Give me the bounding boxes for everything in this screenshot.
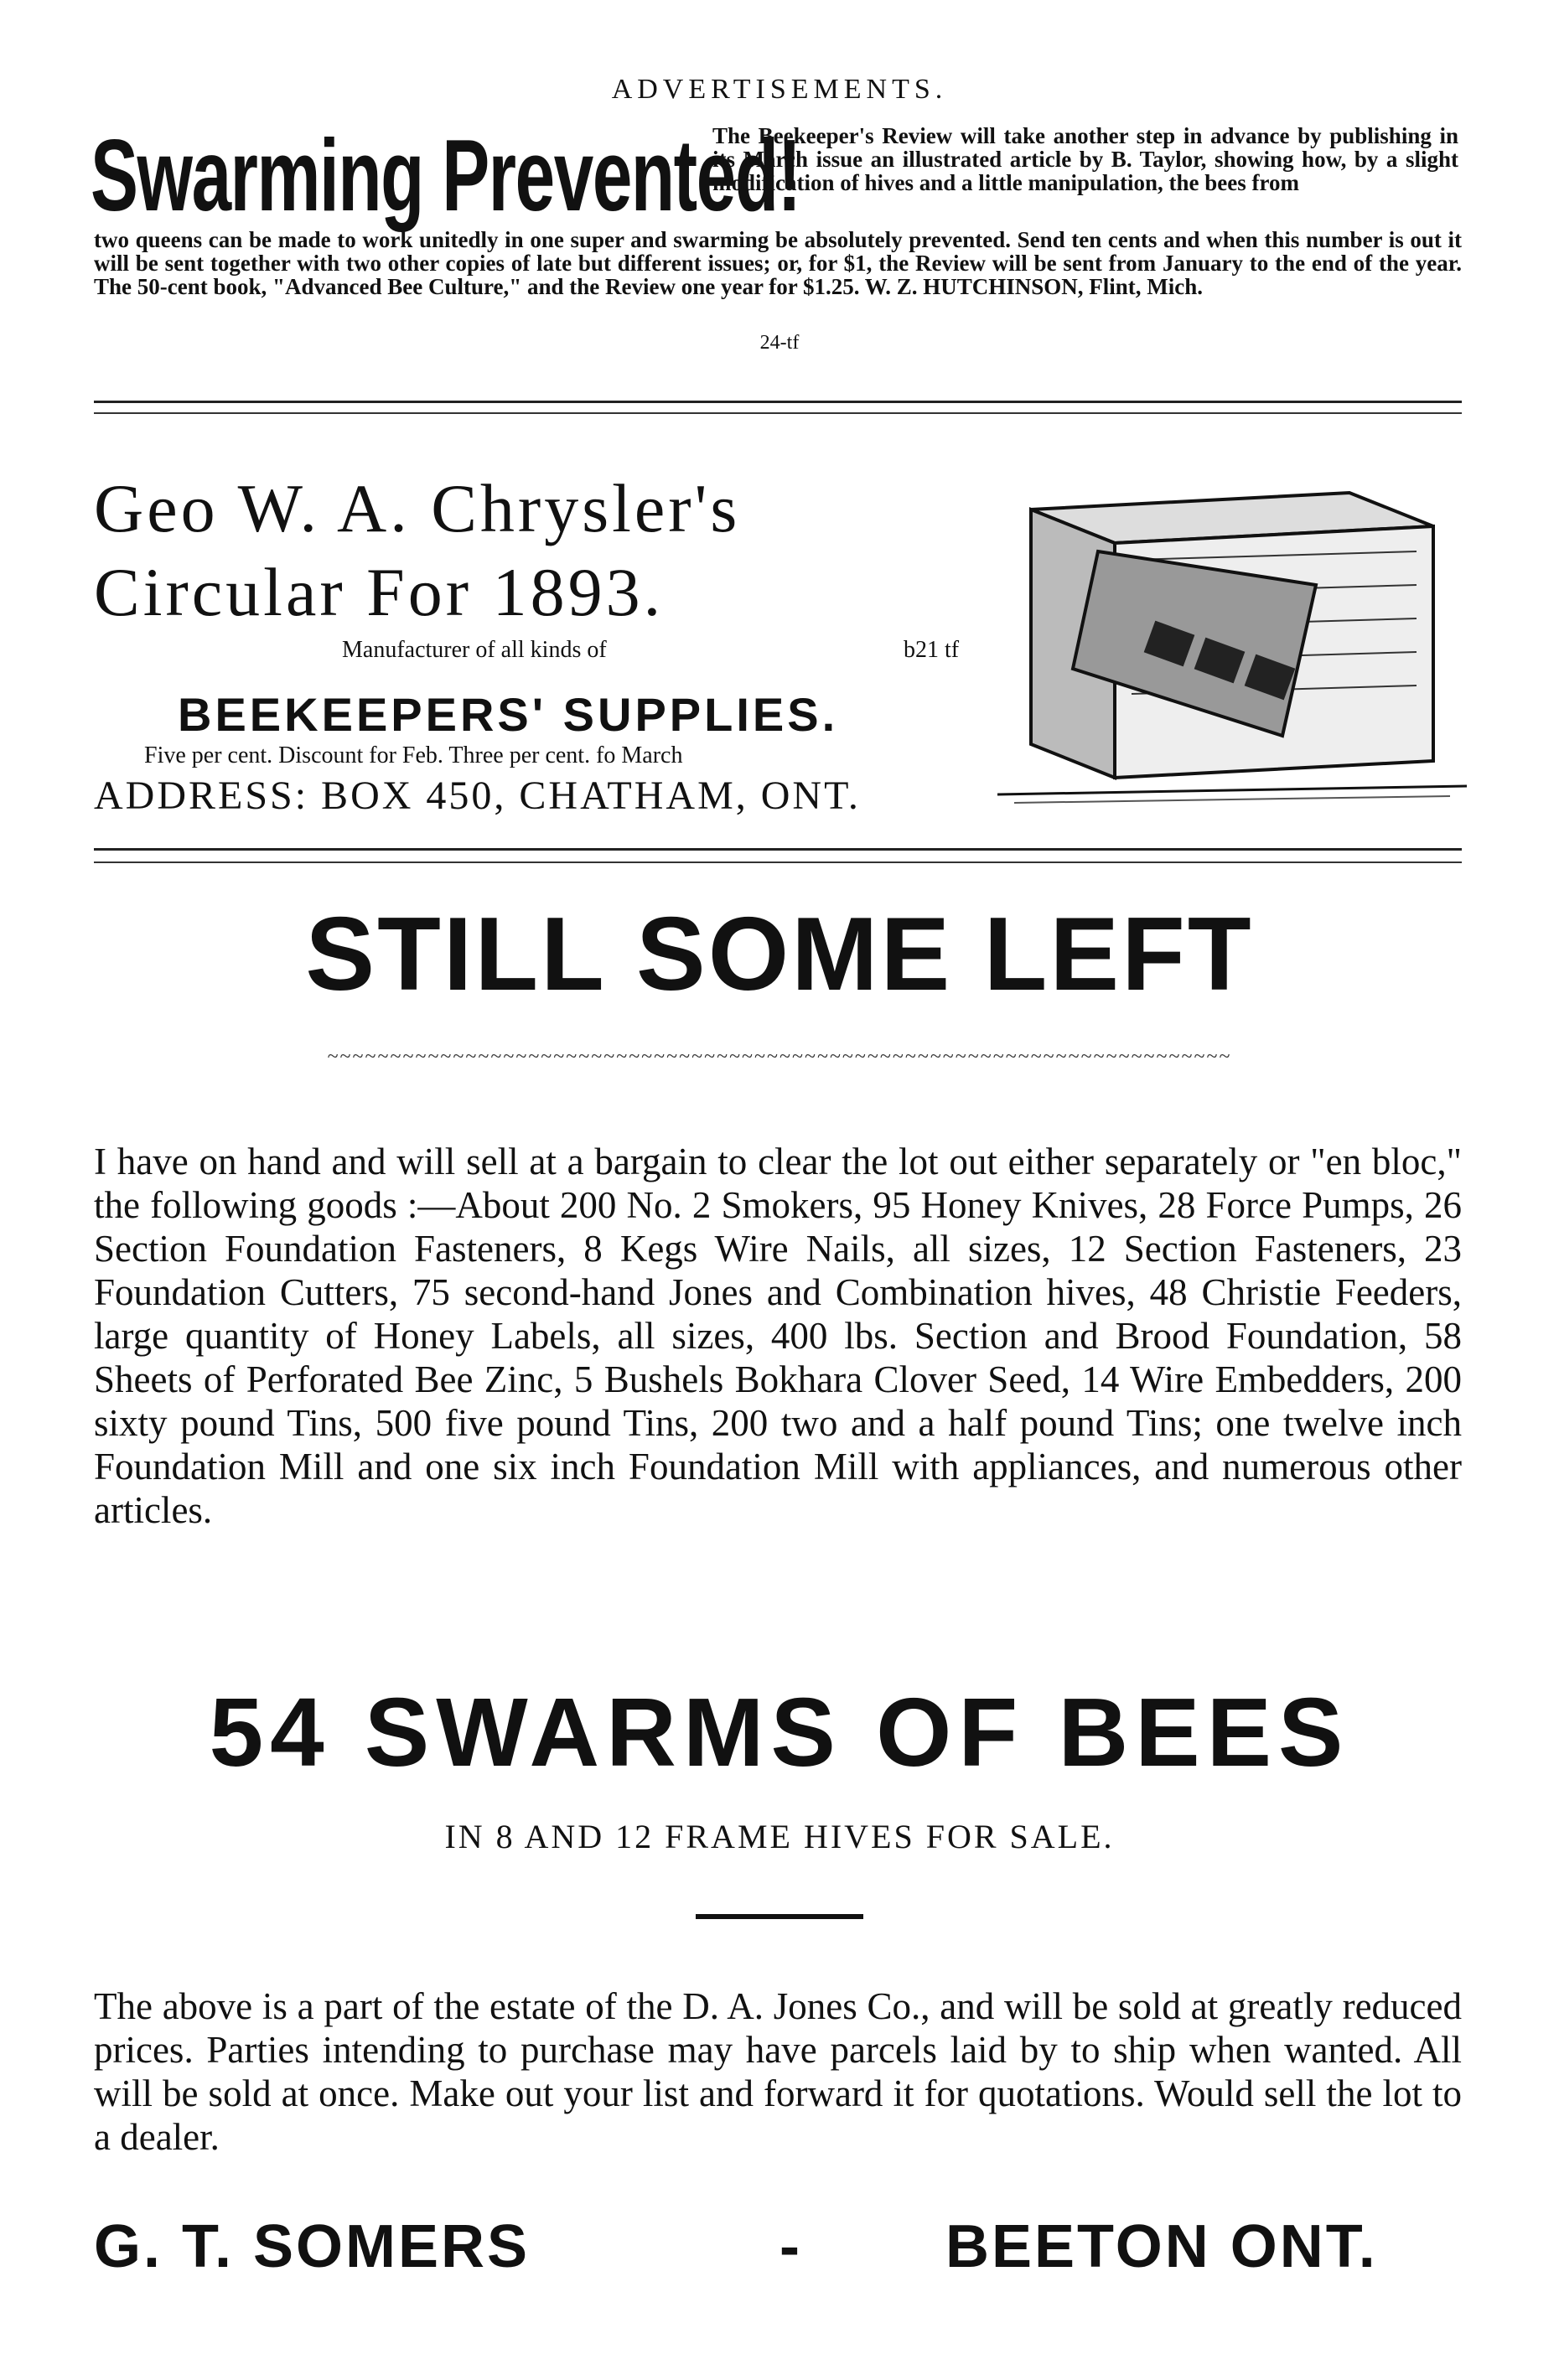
chrysler-supplies-heading: BEEKEEPERS' SUPPLIES.: [178, 688, 839, 741]
swarm-side-text: The Beekeeper's Review will take another step in advance by publishing in its March issue an illustrated article by B. Taylor, showing how, by a slight modification of hives and a little manipulation, the bees from: [712, 123, 1458, 195]
chrysler-address: ADDRESS: BOX 450, CHATHAM, ONT.: [94, 774, 861, 818]
beehive-illustration: [997, 459, 1467, 811]
short-rule: [696, 1914, 863, 1919]
running-head: ADVERTISEMENTS.: [611, 74, 948, 105]
chrysler-manufacturer-text: Manufacturer of all kinds of: [342, 637, 607, 663]
swarms-subtitle: IN 8 AND 12 FRAME HIVES FOR SALE.: [444, 1818, 1115, 1855]
still-some-left-title: STILL SOME LEFT: [305, 897, 1254, 1012]
swarm-body-text: two queens can be made to work unitedly in one super and swarming be absolutely prevented. Send ten cents and when this number is out it will be sent together with two other copies of late but different issues; or, for $1, the Review will be sent from January to the end of the year. The 50-cent book, "Advanced Bee Culture," and the Review one year for $1.25. W. Z. HUTCHINSON, Flint, Mich.: [94, 227, 1462, 299]
swarm-headline: Swarming Prevented!: [91, 118, 800, 232]
divider-rule: [94, 401, 1462, 403]
ornamental-rule: ~~~~~~~~~~~~~~~~~~~~~~~~~~~~~~~~~~~~~~~~~~~~~~~~~~~~~~~~~~~~~~~~~~~~~~~~: [327, 1046, 1232, 1068]
divider-rule: [94, 861, 1462, 863]
chrysler-discount-text: Five per cent. Discount for Feb. Three per cent. fo March: [144, 742, 683, 768]
swarm-insertion-code: 24-tf: [759, 332, 800, 354]
divider-rule: [94, 848, 1462, 851]
signature-dash: -: [780, 2213, 800, 2280]
divider-rule: [94, 412, 1462, 414]
swarms-title: 54 SWARMS OF BEES: [209, 1678, 1350, 1787]
chrysler-heading-line2: Circular For 1893.: [94, 554, 665, 630]
signature-place: BEETON ONT.: [945, 2213, 1378, 2280]
stock-list-text: I have on hand and will sell at a bargain to clear the lot out either separately or "en bloc," the following goods :—About 200 No. 2 Smokers, 95 Honey Knives, 28 Force Pumps, 26 Section Foundation Fasteners, 8 Kegs Wire Nails, all sizes, 12 Section Fasteners, 23 Foundation Cutters, 75 second-hand Jones and Combination hives, 48 Christie Feeders, large quantity of Honey Labels, all sizes, 400 lbs. Section and Brood Foundation, 58 Sheets of Perforated Bee Zinc, 5 Bushels Bokhara Clover Seed, 14 Wire Embedders, 200 sixty pound Tins, 500 five pound Tins, 200 two and a half pound Tins; one twelve inch Foundation Mill and one six inch Foundation Mill with appliances, and numerous other articles.: [94, 1141, 1462, 1531]
chrysler-insertion-code: b21 tf: [904, 637, 960, 663]
chrysler-heading-line1: Geo W. A. Chrysler's: [94, 470, 741, 546]
signature-name: G. T. SOMERS: [94, 2213, 531, 2280]
estate-text: The above is a part of the estate of the D. A. Jones Co., and will be sold at greatly reduced prices. Parties intending to purchase may have parcels laid by to ship when wanted. All will be sold at once. Make out your list and forward it for quotations. Would sell the lot to a dealer.: [94, 1985, 1462, 2158]
